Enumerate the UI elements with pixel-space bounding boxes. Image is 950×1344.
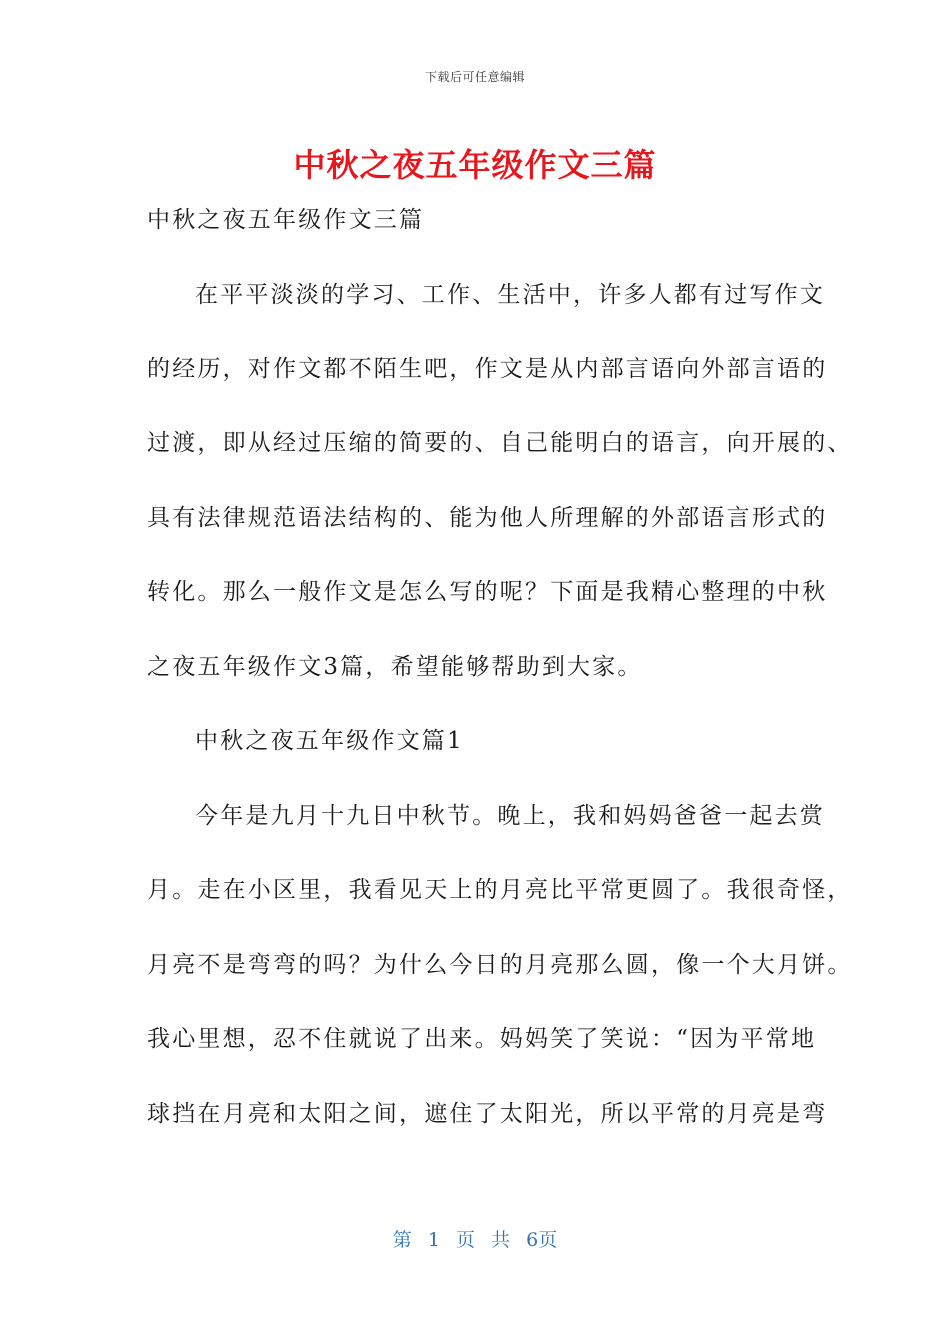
paragraph-line: 之夜五年级作文3篇，希望能够帮助到大家。 xyxy=(147,654,643,680)
footer-total-pages: 6页 xyxy=(526,1229,558,1251)
paragraph-line: 我心里想，忍不住就说了出来。妈妈笑了笑说：“因为平常地 xyxy=(147,1026,817,1052)
header-note: 下载后可任意编辑 xyxy=(424,70,525,84)
document-title: 中秋之夜五年级作文三篇 xyxy=(293,146,657,184)
paragraph-line: 月亮不是弯弯的吗？为什么今日的月亮那么圆，像一个大月饼。 xyxy=(147,952,853,978)
paragraph-line: 具有法律规范语法结构的、能为他人所理解的外部语言形式的 xyxy=(147,505,828,531)
footer-prefix: 第 xyxy=(392,1229,412,1251)
page-footer xyxy=(0,1225,950,1252)
paragraph-line: 的经历，对作文都不陌生吧，作文是从内部言语向外部言语的 xyxy=(147,356,828,382)
footer-total-word: 共 xyxy=(491,1229,511,1251)
paragraph-line: 球挡在月亮和太阳之间，遮住了太阳光，所以平常的月亮是弯 xyxy=(147,1101,828,1127)
paragraph-line: 过渡，即从经过压缩的简要的、自己能明白的语言，向开展的、 xyxy=(147,430,853,456)
paragraph-line: 今年是九月十九日中秋节。晚上，我和妈妈爸爸一起去赏 xyxy=(195,803,825,829)
paragraph-line: 在平平淡淡的学习、工作、生活中，许多人都有过写作文 xyxy=(195,282,825,308)
subtitle-line: 中秋之夜五年级作文三篇 xyxy=(147,207,425,233)
footer-page-word: 页 xyxy=(455,1229,475,1251)
paragraph-line: 月。走在小区里，我看见天上的月亮比平常更圆了。我很奇怪， xyxy=(147,877,853,903)
paragraph-line: 转化。那么一般作文是怎么写的呢？下面是我精心整理的中秋 xyxy=(147,579,828,605)
footer-current-page: 1 xyxy=(427,1229,440,1251)
section-heading: 中秋之夜五年级作文篇1 xyxy=(195,728,464,754)
